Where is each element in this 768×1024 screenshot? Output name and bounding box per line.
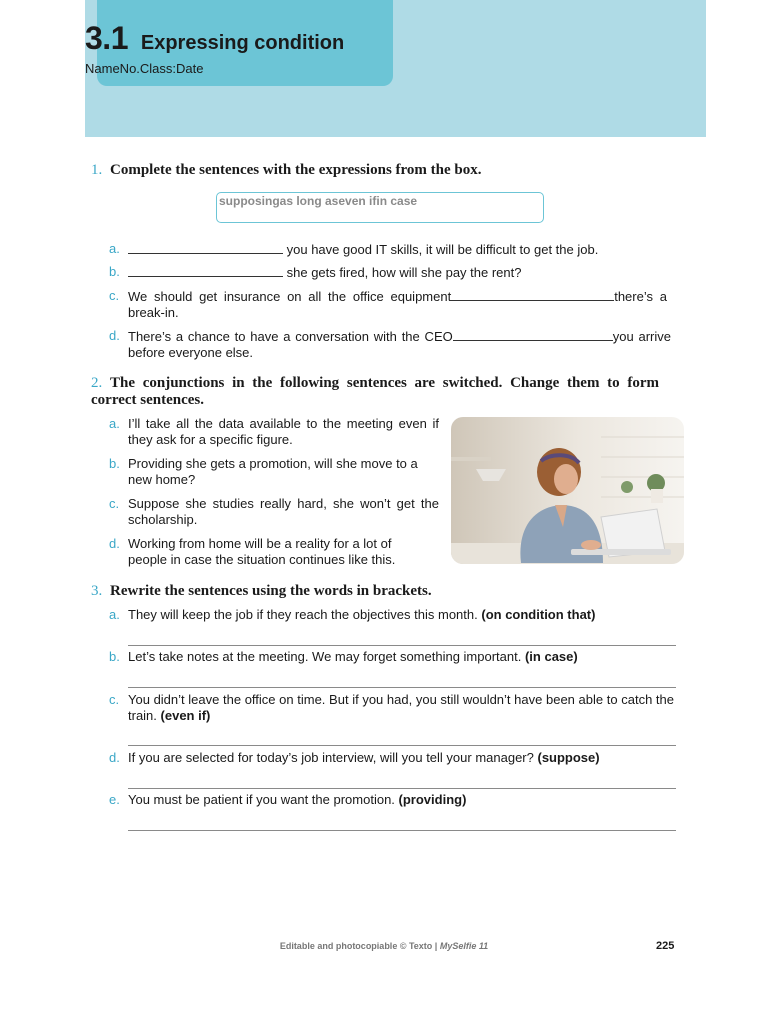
exercise-number: 1.: [91, 162, 103, 178]
woman-working-laptop-photo: [451, 417, 684, 564]
exercise-title-text: Rewrite the sentences using the words in brackets.: [110, 583, 432, 599]
item-letter: b.: [109, 456, 120, 471]
unit-number: 3.1: [85, 20, 128, 56]
answer-line[interactable]: [128, 745, 676, 746]
exercise-1-item-a: [128, 241, 673, 258]
item-text: Let’s take notes at the meeting. We may forget something important.: [128, 649, 522, 664]
item-letter: d.: [109, 536, 120, 551]
item-letter: a.: [109, 416, 120, 431]
item-letter: c.: [109, 288, 120, 303]
item-text: They will keep the job if they reach the objectives this month.: [128, 607, 478, 622]
book-title: MySelfie 11: [439, 941, 489, 951]
unit-name: Expressing condition: [140, 32, 345, 54]
item-letter: e.: [109, 792, 120, 807]
answer-line[interactable]: [128, 830, 676, 831]
exercise-3-item-c: [128, 692, 674, 724]
credit-text: Editable and photocopiable © Texto |: [279, 941, 438, 951]
item-text-after: there’s a break-in.: [128, 289, 667, 320]
item-text-after: you arrive before everyone else.: [128, 329, 671, 360]
exercise-3-item-d: [128, 750, 676, 766]
keyword: (suppose): [537, 750, 600, 765]
keyword: (providing): [398, 792, 467, 807]
exercise-2-item-a: I’ll take all the data available to the meeting even if they ask for a specific figure.: [128, 416, 439, 447]
exercise-2-item-c: Suppose she studies really hard, she won’t get the scholarship.: [128, 496, 439, 527]
unit-title: [85, 20, 344, 57]
item-text: If you are selected for today’s job interview, will you tell your manager?: [128, 750, 534, 765]
item-letter: c.: [109, 496, 120, 511]
exercise-3-item-a: [128, 607, 676, 623]
exercise-1-item-b: [128, 264, 673, 281]
exercise-3-item-b: [128, 649, 676, 665]
exercise-1-item-d: [128, 328, 671, 361]
item-letter: b.: [109, 649, 120, 664]
exercise-number: 2.: [91, 375, 103, 391]
fill-blank[interactable]: [128, 264, 283, 277]
answer-line[interactable]: [128, 645, 676, 646]
keyword: (on condition that): [481, 607, 596, 622]
exercise-2-item-b: Providing she gets a promotion, will she move to a new home?: [128, 456, 418, 487]
exercise-3-title: [91, 583, 432, 600]
keyword: (in case): [524, 649, 578, 664]
item-letter: b.: [109, 264, 120, 279]
item-text: You must be patient if you want the promotion.: [128, 792, 395, 807]
item-letter: d.: [109, 750, 120, 765]
answer-line[interactable]: [128, 687, 676, 688]
item-text: she gets fired, how will she pay the rent?: [286, 265, 522, 280]
item-letter: d.: [109, 328, 120, 343]
name-line: NameNo.Class:Date: [85, 61, 204, 76]
footer-credit: [0, 941, 768, 951]
item-text: you have good IT skills, it will be difficult to get the job.: [286, 242, 599, 257]
item-text: You didn’t leave the office on time. But if you had, you still wouldn’t have been able to catch the train.: [128, 692, 674, 723]
exercise-1-item-c: [128, 288, 667, 321]
exercise-2-title: [91, 375, 659, 409]
item-text-before: There’s a chance to have a conversation with the CEO: [128, 329, 453, 344]
item-text-before: We should get insurance on all the office equipment: [128, 289, 452, 304]
keyword: (even if): [160, 708, 211, 723]
item-letter: a.: [109, 607, 120, 622]
exercise-1-title: [91, 162, 482, 179]
page-number: 225: [656, 940, 675, 952]
exercise-2-item-d: Working from home will be a reality for a lot of people in case the situation continues like this.: [128, 536, 396, 567]
item-letter: c.: [109, 692, 120, 707]
expressions-box: supposingas long aseven ifin case: [216, 192, 544, 223]
exercise-title-text: Complete the sentences with the expressions from the box.: [110, 162, 482, 178]
exercise-title-text: The conjunctions in the following sentences are switched. Change them to form correct sentences.: [91, 375, 659, 408]
item-letter: a.: [109, 241, 120, 256]
fill-blank[interactable]: [453, 328, 613, 341]
fill-blank[interactable]: [128, 241, 283, 254]
answer-line[interactable]: [128, 788, 676, 789]
fill-blank[interactable]: [451, 288, 614, 301]
exercise-number: 3.: [91, 583, 103, 599]
exercise-3-item-e: [128, 792, 676, 808]
